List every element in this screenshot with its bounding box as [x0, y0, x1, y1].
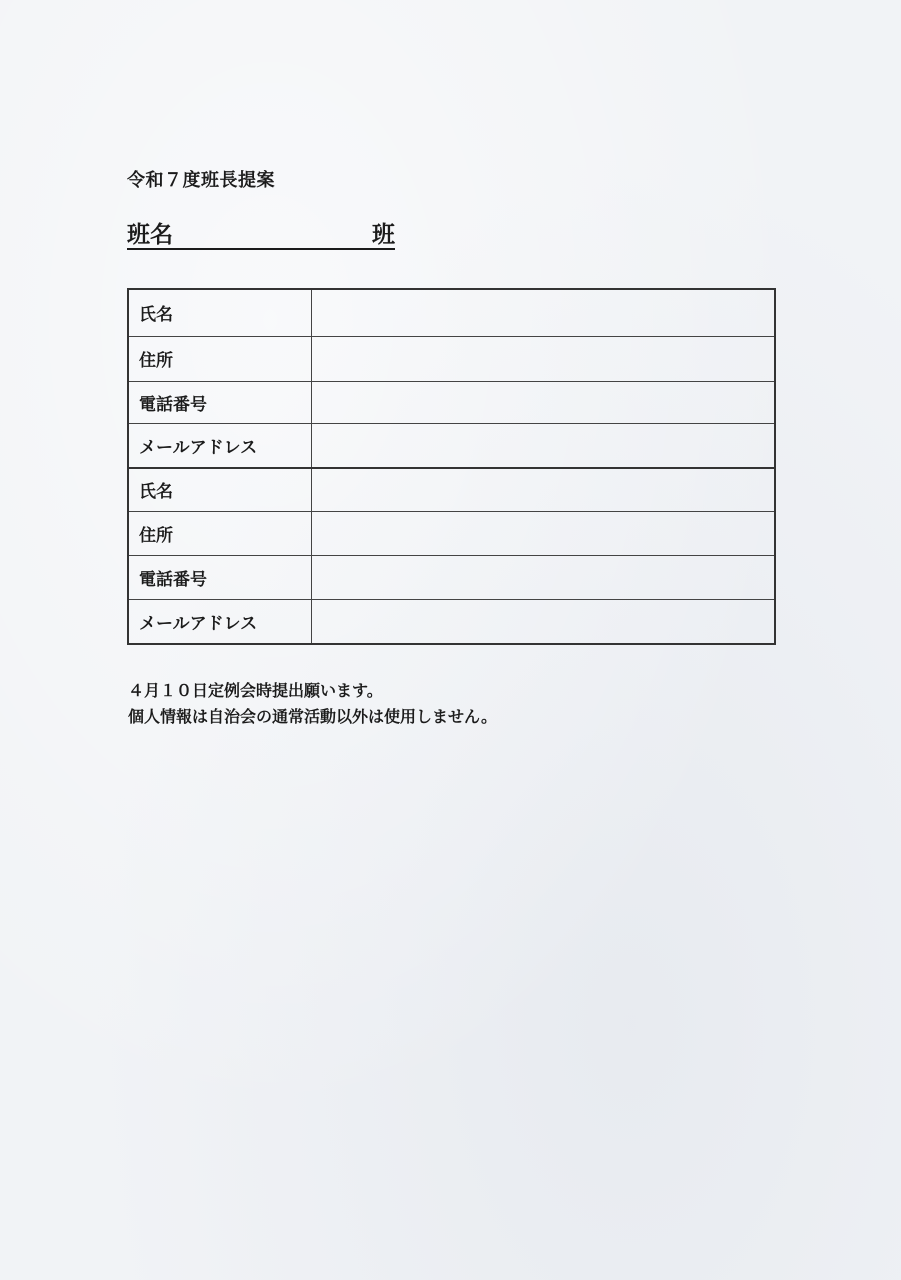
table-row	[128, 555, 775, 599]
note-privacy: 個人情報は自治会の通常活動以外は使用しません。	[128, 707, 497, 726]
notes-block	[128, 678, 497, 730]
field-label-email: メールアドレス	[128, 599, 312, 644]
field-label-address: 住所	[128, 511, 312, 555]
field-value-phone[interactable]	[312, 555, 776, 599]
table-row	[128, 599, 775, 644]
document-title: 令和７度班長提案	[127, 170, 275, 191]
table-row	[128, 468, 775, 511]
field-label-name: 氏名	[128, 468, 312, 511]
field-label-email: メールアドレス	[128, 423, 312, 468]
note-submission-deadline: ４月１０日定例会時提出願います。	[128, 681, 383, 700]
field-label-phone: 電話番号	[128, 381, 312, 423]
group-name-suffix: 班	[372, 222, 395, 248]
field-value-phone[interactable]	[312, 381, 776, 423]
field-label-name: 氏名	[128, 289, 312, 336]
table-row	[128, 381, 775, 423]
field-label-address: 住所	[128, 336, 312, 381]
group-name-line	[127, 216, 395, 250]
field-label-phone: 電話番号	[128, 555, 312, 599]
field-value-name[interactable]	[312, 289, 776, 336]
field-value-email[interactable]	[312, 423, 776, 468]
table-row	[128, 511, 775, 555]
field-value-email[interactable]	[312, 599, 776, 644]
field-value-address[interactable]	[312, 336, 776, 381]
field-value-name[interactable]	[312, 468, 776, 511]
table-row	[128, 423, 775, 468]
entry-form-table	[127, 288, 776, 645]
table-row	[128, 289, 775, 336]
group-name-label: 班名	[127, 222, 173, 248]
field-value-address[interactable]	[312, 511, 776, 555]
table-row	[128, 336, 775, 381]
